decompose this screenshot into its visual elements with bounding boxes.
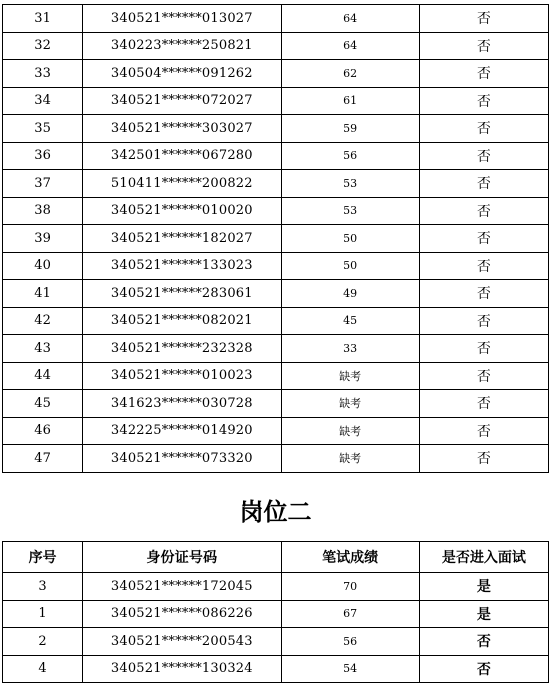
table-row [3, 225, 549, 253]
serial-cell: 34 [3, 87, 83, 115]
interview-cell: 否 [419, 60, 548, 88]
score-cell: 缺考 [281, 390, 419, 418]
score-cell: 64 [281, 5, 419, 33]
score-cell: 56 [281, 628, 419, 656]
interview-cell: 否 [419, 142, 548, 170]
id-number-cell: 340521******010020 [83, 197, 281, 225]
score-cell: 62 [281, 60, 419, 88]
score-cell: 67 [281, 600, 419, 628]
serial-cell: 3 [3, 573, 83, 601]
id-number-cell: 340521******086226 [83, 600, 281, 628]
serial-cell: 4 [3, 655, 83, 683]
serial-cell: 40 [3, 252, 83, 280]
id-number-cell: 340521******283061 [83, 280, 281, 308]
position-two-table [2, 541, 549, 683]
serial-cell: 31 [3, 5, 83, 33]
serial-cell: 35 [3, 115, 83, 143]
table-row [3, 600, 549, 628]
id-number-cell: 340521******303027 [83, 115, 281, 143]
serial-cell: 41 [3, 280, 83, 308]
score-cell: 59 [281, 115, 419, 143]
score-cell: 缺考 [281, 362, 419, 390]
score-cell: 50 [281, 225, 419, 253]
score-cell: 64 [281, 32, 419, 60]
id-number-cell: 342225******014920 [83, 417, 281, 445]
score-cell: 54 [281, 655, 419, 683]
id-number-cell: 340521******130324 [83, 655, 281, 683]
table-row [3, 87, 549, 115]
serial-cell: 39 [3, 225, 83, 253]
table-row [3, 573, 549, 601]
score-cell: 33 [281, 335, 419, 363]
interview-cell: 否 [419, 280, 548, 308]
id-number-cell: 510411******200822 [83, 170, 281, 198]
interview-cell: 否 [419, 655, 548, 683]
table-header [3, 542, 549, 573]
score-cell: 53 [281, 170, 419, 198]
id-number-cell: 340521******073320 [83, 445, 281, 473]
interview-cell: 否 [419, 307, 548, 335]
header-serial: 序号 [3, 542, 83, 573]
interview-cell: 否 [419, 362, 548, 390]
table-row [3, 5, 549, 33]
serial-cell: 38 [3, 197, 83, 225]
serial-cell: 47 [3, 445, 83, 473]
table-row [3, 142, 549, 170]
table-row [3, 170, 549, 198]
serial-cell: 43 [3, 335, 83, 363]
serial-cell: 36 [3, 142, 83, 170]
header-id-number: 身份证号码 [83, 542, 281, 573]
results-table-continued [2, 4, 549, 473]
score-cell: 61 [281, 87, 419, 115]
serial-cell: 44 [3, 362, 83, 390]
table-row [3, 252, 549, 280]
score-cell: 50 [281, 252, 419, 280]
interview-cell: 否 [419, 197, 548, 225]
table-row [3, 390, 549, 418]
header-written-score: 笔试成绩 [281, 542, 419, 573]
serial-cell: 1 [3, 600, 83, 628]
interview-cell: 是 [419, 600, 548, 628]
table-row [3, 655, 549, 683]
score-cell: 56 [281, 142, 419, 170]
interview-cell: 否 [419, 87, 548, 115]
interview-cell: 否 [419, 5, 548, 33]
id-number-cell: 340521******182027 [83, 225, 281, 253]
table-row [3, 628, 549, 656]
interview-cell: 否 [419, 390, 548, 418]
id-number-cell: 340521******200543 [83, 628, 281, 656]
table-row [3, 307, 549, 335]
id-number-cell: 340521******082021 [83, 307, 281, 335]
id-number-cell: 340521******172045 [83, 573, 281, 601]
id-number-cell: 340504******091262 [83, 60, 281, 88]
table-row [3, 362, 549, 390]
interview-cell: 否 [419, 32, 548, 60]
table-row [3, 445, 549, 473]
interview-cell: 否 [419, 417, 548, 445]
serial-cell: 33 [3, 60, 83, 88]
id-number-cell: 340521******232328 [83, 335, 281, 363]
id-number-cell: 340223******250821 [83, 32, 281, 60]
interview-cell: 否 [419, 335, 548, 363]
serial-cell: 45 [3, 390, 83, 418]
score-cell: 缺考 [281, 445, 419, 473]
serial-cell: 46 [3, 417, 83, 445]
score-cell: 45 [281, 307, 419, 335]
id-number-cell: 340521******133023 [83, 252, 281, 280]
interview-cell: 否 [419, 225, 548, 253]
id-number-cell: 340521******072027 [83, 87, 281, 115]
interview-cell: 否 [419, 252, 548, 280]
table-row [3, 32, 549, 60]
id-number-cell: 341623******030728 [83, 390, 281, 418]
serial-cell: 32 [3, 32, 83, 60]
table-row [3, 335, 549, 363]
table-row [3, 115, 549, 143]
serial-cell: 37 [3, 170, 83, 198]
score-cell: 49 [281, 280, 419, 308]
table-row [3, 60, 549, 88]
table-body [3, 5, 549, 473]
serial-cell: 2 [3, 628, 83, 656]
section-title: 岗位二 [239, 498, 312, 526]
score-cell: 53 [281, 197, 419, 225]
interview-cell: 否 [419, 115, 548, 143]
interview-cell: 否 [419, 445, 548, 473]
id-number-cell: 340521******013027 [83, 5, 281, 33]
table-row [3, 280, 549, 308]
interview-cell: 否 [419, 170, 548, 198]
table-body [3, 573, 549, 683]
header-row [3, 542, 549, 573]
table-row [3, 417, 549, 445]
id-number-cell: 340521******010023 [83, 362, 281, 390]
table-row [3, 197, 549, 225]
interview-cell: 是 [419, 573, 548, 601]
serial-cell: 42 [3, 307, 83, 335]
score-cell: 缺考 [281, 417, 419, 445]
interview-cell: 否 [419, 628, 548, 656]
id-number-cell: 342501******067280 [83, 142, 281, 170]
header-interview: 是否进入面试 [419, 542, 548, 573]
score-cell: 70 [281, 573, 419, 601]
